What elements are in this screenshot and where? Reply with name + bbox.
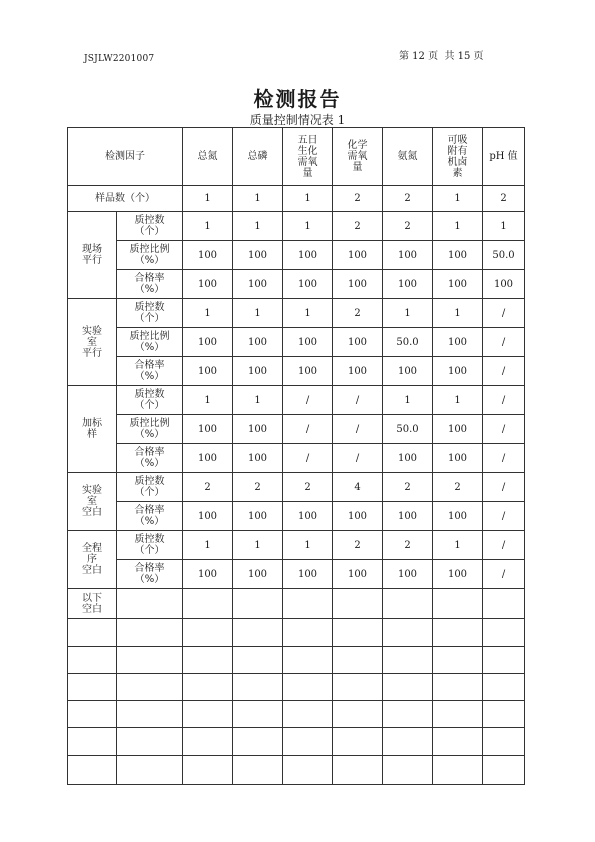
table-row xyxy=(68,241,525,270)
group-label: 实验 室 空白 xyxy=(68,473,117,531)
table-cell: 100 xyxy=(183,415,233,444)
empty-cell xyxy=(68,674,117,701)
table-cell: / xyxy=(483,560,525,589)
group-label: 全程 序 空白 xyxy=(68,531,117,589)
table-cell: 100 xyxy=(183,502,233,531)
empty-row xyxy=(68,728,525,756)
empty-cell xyxy=(117,701,183,728)
table-cell: 2 xyxy=(333,212,383,241)
table-cell: 100 xyxy=(333,357,383,386)
empty-row xyxy=(68,674,525,701)
table-cell: 100 xyxy=(183,270,233,299)
table-cell: 100 xyxy=(333,241,383,270)
empty-cell xyxy=(333,674,383,701)
empty-row xyxy=(68,701,525,728)
table-cell: 100 xyxy=(233,357,283,386)
empty-cell xyxy=(333,619,383,647)
empty-cell xyxy=(68,756,117,785)
table-cell: 1 xyxy=(183,299,233,328)
row-label: 合格率 （%） xyxy=(117,560,183,589)
empty-cell xyxy=(117,589,183,619)
empty-cell xyxy=(183,701,233,728)
table-cell: 1 xyxy=(483,212,525,241)
empty-cell xyxy=(483,589,525,619)
table-cell: / xyxy=(483,502,525,531)
table-cell: / xyxy=(283,386,333,415)
empty-cell xyxy=(117,674,183,701)
sample-count-row xyxy=(68,186,525,212)
table-row xyxy=(68,531,525,560)
table-cell: 1 xyxy=(433,299,483,328)
table-row xyxy=(68,560,525,589)
empty-row xyxy=(68,619,525,647)
table-cell: / xyxy=(483,357,525,386)
empty-cell xyxy=(483,647,525,674)
empty-cell xyxy=(283,647,333,674)
table-cell: 100 xyxy=(183,560,233,589)
column-header: 化学 需氧 量 xyxy=(333,128,383,186)
empty-cell xyxy=(383,647,433,674)
empty-cell xyxy=(333,701,383,728)
empty-cell xyxy=(483,674,525,701)
row-label: 合格率 （%） xyxy=(117,357,183,386)
empty-cell xyxy=(483,619,525,647)
empty-cell xyxy=(183,619,233,647)
row-label: 质控数 （个） xyxy=(117,299,183,328)
empty-cell xyxy=(333,756,383,785)
empty-cell xyxy=(283,589,333,619)
table-cell: / xyxy=(483,386,525,415)
table-caption: 质量控制情况表 1 xyxy=(249,113,346,127)
table-cell: 2 xyxy=(383,531,433,560)
table-cell: 100 xyxy=(183,241,233,270)
empty-cell xyxy=(233,619,283,647)
empty-cell xyxy=(333,589,383,619)
table-cell: 100 xyxy=(283,502,333,531)
table-cell: / xyxy=(333,444,383,473)
factor-header-cell: 检测因子 xyxy=(68,128,183,186)
table-cell: / xyxy=(283,444,333,473)
empty-cell xyxy=(383,756,433,785)
row-label: 合格率 （%） xyxy=(117,502,183,531)
empty-row xyxy=(68,647,525,674)
table-cell: 100 xyxy=(183,328,233,357)
table-cell: / xyxy=(483,415,525,444)
column-header: pH 值 xyxy=(483,128,525,186)
table-cell: 2 xyxy=(383,473,433,502)
empty-cell xyxy=(433,619,483,647)
table-cell: 2 xyxy=(333,531,383,560)
table-cell: 1 xyxy=(233,299,283,328)
table-cell: 100 xyxy=(333,328,383,357)
table-cell: 100 xyxy=(433,270,483,299)
row-label: 质控数 （个） xyxy=(117,386,183,415)
table-cell: 100 xyxy=(283,357,333,386)
table-cell: 100 xyxy=(483,270,525,299)
empty-cell xyxy=(233,756,283,785)
table-cell: 100 xyxy=(333,502,383,531)
table-cell: 100 xyxy=(333,560,383,589)
table-cell: / xyxy=(483,299,525,328)
group-label: 加标 样 xyxy=(68,386,117,473)
table-row xyxy=(68,270,525,299)
table-cell: 100 xyxy=(383,444,433,473)
row-label: 质控数 （个） xyxy=(117,531,183,560)
table-cell: 1 xyxy=(183,186,233,212)
empty-cell xyxy=(68,647,117,674)
table-cell: 1 xyxy=(433,212,483,241)
table-cell: 50.0 xyxy=(383,415,433,444)
empty-cell xyxy=(333,647,383,674)
table-cell: / xyxy=(483,328,525,357)
blank-note: 以下 空白 xyxy=(68,589,117,619)
table-cell: 1 xyxy=(233,186,283,212)
empty-cell xyxy=(283,619,333,647)
empty-cell xyxy=(383,589,433,619)
table-cell: 50.0 xyxy=(383,328,433,357)
table-cell: 100 xyxy=(233,560,283,589)
table-cell: 100 xyxy=(433,415,483,444)
table-cell: / xyxy=(333,386,383,415)
table-cell: 1 xyxy=(233,531,283,560)
empty-cell xyxy=(183,756,233,785)
row-label: 质控比例 （%） xyxy=(117,328,183,357)
sample-count-label: 样品数（个） xyxy=(68,186,183,212)
empty-cell xyxy=(117,728,183,756)
row-label: 质控比例 （%） xyxy=(117,415,183,444)
table-cell: 100 xyxy=(233,444,283,473)
table-cell: 100 xyxy=(283,328,333,357)
table-cell: 2 xyxy=(183,473,233,502)
table-cell: / xyxy=(283,415,333,444)
table-cell: 100 xyxy=(233,502,283,531)
table-cell: 100 xyxy=(233,241,283,270)
table-cell: 100 xyxy=(383,502,433,531)
empty-cell xyxy=(283,674,333,701)
table-row xyxy=(68,444,525,473)
column-header: 氨氮 xyxy=(383,128,433,186)
empty-cell xyxy=(383,674,433,701)
table-cell: 2 xyxy=(283,473,333,502)
empty-cell xyxy=(283,701,333,728)
table-cell: 2 xyxy=(383,186,433,212)
empty-cell xyxy=(483,756,525,785)
column-header: 总氮 xyxy=(183,128,233,186)
table-cell: 100 xyxy=(383,270,433,299)
table-row xyxy=(68,212,525,241)
table-cell: 2 xyxy=(483,186,525,212)
table-cell: 2 xyxy=(233,473,283,502)
empty-cell xyxy=(183,674,233,701)
table-row xyxy=(68,473,525,502)
empty-cell xyxy=(183,647,233,674)
table-cell: 1 xyxy=(383,299,433,328)
table-cell: 100 xyxy=(433,444,483,473)
table-cell: / xyxy=(483,473,525,502)
table-row xyxy=(68,357,525,386)
column-header: 可吸 附有 机卤 素 xyxy=(433,128,483,186)
table-cell: 1 xyxy=(283,212,333,241)
row-label: 质控比例 （%） xyxy=(117,241,183,270)
empty-row xyxy=(68,756,525,785)
table-cell: 100 xyxy=(283,241,333,270)
table-cell: 4 xyxy=(333,473,383,502)
row-label: 合格率 （%） xyxy=(117,270,183,299)
table-cell: 100 xyxy=(433,241,483,270)
table-cell: 100 xyxy=(233,328,283,357)
empty-cell xyxy=(117,619,183,647)
empty-cell xyxy=(433,728,483,756)
row-label: 合格率 （%） xyxy=(117,444,183,473)
empty-row xyxy=(68,589,525,619)
table-cell: 1 xyxy=(283,299,333,328)
row-label: 质控数 （个） xyxy=(117,212,183,241)
table-cell: / xyxy=(483,444,525,473)
empty-cell xyxy=(183,728,233,756)
group-label: 现场 平行 xyxy=(68,212,117,299)
empty-cell xyxy=(433,701,483,728)
table-row xyxy=(68,415,525,444)
table-cell: 100 xyxy=(433,357,483,386)
empty-cell xyxy=(383,701,433,728)
table-cell: 100 xyxy=(433,502,483,531)
empty-cell xyxy=(233,674,283,701)
table-cell: 2 xyxy=(333,186,383,212)
table-cell: 1 xyxy=(433,386,483,415)
table-cell: 100 xyxy=(433,560,483,589)
table-cell: 1 xyxy=(283,186,333,212)
empty-cell xyxy=(433,756,483,785)
table-cell: 100 xyxy=(383,357,433,386)
column-header: 五日 生化 需氧 量 xyxy=(283,128,333,186)
empty-cell xyxy=(433,589,483,619)
quality-control-table xyxy=(67,127,525,785)
empty-cell xyxy=(233,647,283,674)
empty-cell xyxy=(233,589,283,619)
row-label: 质控数 （个） xyxy=(117,473,183,502)
empty-cell xyxy=(483,701,525,728)
empty-cell xyxy=(333,728,383,756)
empty-cell xyxy=(68,728,117,756)
empty-cell xyxy=(383,619,433,647)
empty-cell xyxy=(183,589,233,619)
table-cell: 1 xyxy=(433,186,483,212)
empty-cell xyxy=(433,647,483,674)
empty-cell xyxy=(483,728,525,756)
empty-cell xyxy=(283,756,333,785)
table-row xyxy=(68,299,525,328)
column-header: 总磷 xyxy=(233,128,283,186)
table-cell: / xyxy=(333,415,383,444)
table-row xyxy=(68,328,525,357)
empty-cell xyxy=(383,728,433,756)
table-cell: 100 xyxy=(233,415,283,444)
page-number: 第 12 页 共 15 页 xyxy=(399,51,484,62)
empty-cell xyxy=(68,701,117,728)
table-row xyxy=(68,502,525,531)
table-cell: 1 xyxy=(183,212,233,241)
report-title: 检测报告 xyxy=(253,87,342,111)
table-cell: 100 xyxy=(183,357,233,386)
table-cell: 1 xyxy=(233,212,283,241)
empty-cell xyxy=(433,674,483,701)
empty-cell xyxy=(233,728,283,756)
table-cell: 100 xyxy=(333,270,383,299)
table-cell: 1 xyxy=(283,531,333,560)
table-cell: 2 xyxy=(383,212,433,241)
table-cell: 100 xyxy=(433,328,483,357)
empty-cell xyxy=(117,756,183,785)
table-cell: 100 xyxy=(283,270,333,299)
group-label: 实验 室 平行 xyxy=(68,299,117,386)
table-row xyxy=(68,386,525,415)
empty-cell xyxy=(117,647,183,674)
table-cell: / xyxy=(483,531,525,560)
table-cell: 1 xyxy=(183,386,233,415)
empty-cell xyxy=(283,728,333,756)
table-cell: 2 xyxy=(333,299,383,328)
table-cell: 1 xyxy=(233,386,283,415)
table-cell: 100 xyxy=(283,560,333,589)
table-cell: 1 xyxy=(433,531,483,560)
document-code: JSJLW2201007 xyxy=(84,54,155,64)
empty-cell xyxy=(233,701,283,728)
header-row xyxy=(68,128,525,186)
table-cell: 100 xyxy=(183,444,233,473)
table-cell: 2 xyxy=(433,473,483,502)
table-cell: 1 xyxy=(383,386,433,415)
table-cell: 100 xyxy=(383,560,433,589)
table-cell: 1 xyxy=(183,531,233,560)
empty-cell xyxy=(68,619,117,647)
table-cell: 50.0 xyxy=(483,241,525,270)
table-cell: 100 xyxy=(383,241,433,270)
table-cell: 100 xyxy=(233,270,283,299)
